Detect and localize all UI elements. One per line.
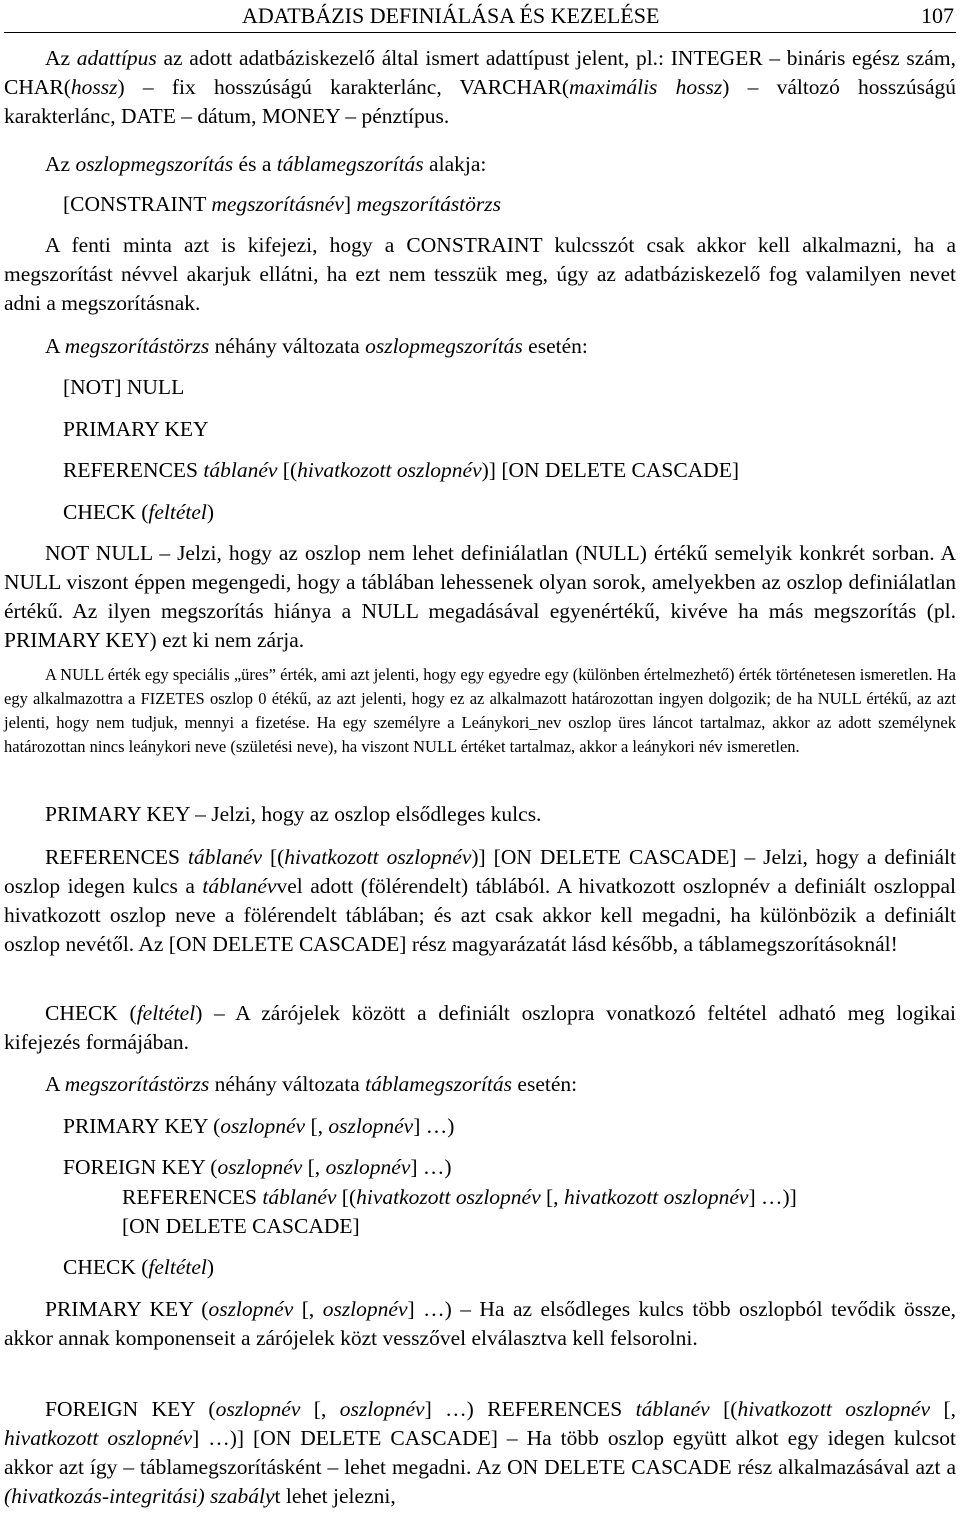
italic-run: maximális hossz	[569, 75, 723, 99]
italic-run: hossz	[70, 75, 118, 99]
text-run: ) – fix hosszúságú karakterlánc, VARCHAR(	[117, 75, 570, 99]
italic-run: hivatkozott oszlopnév	[297, 458, 482, 482]
text-run: [,	[930, 1397, 956, 1421]
text-run: ]	[343, 192, 357, 216]
syntax-table-primary-key	[63, 1112, 454, 1141]
text-run: néhány változata	[209, 334, 366, 358]
italic-run: (hivatkozás-integritási) szabály	[4, 1484, 275, 1508]
text-run: PRIMARY KEY (	[63, 1114, 221, 1138]
text-run: [,	[305, 1114, 329, 1138]
italic-run: oszlopnév	[325, 1155, 411, 1179]
text-run: PRIMARY KEY – Jelzi, hogy az oszlop elsődleges kulcs.	[45, 802, 542, 826]
syntax-not-null	[63, 373, 184, 402]
italic-run: megszorítástörzs	[64, 334, 210, 358]
text-run: esetén:	[522, 334, 588, 358]
syntax-table-foreign-key	[63, 1153, 452, 1182]
italic-run: oszlopnév	[328, 1114, 414, 1138]
text-run: ] …)	[410, 1155, 452, 1179]
text-run: A NULL érték egy speciális „üres” érték, ami azt jelenti, hogy egy egyedre egy (különben értelmezhető) érték történetesen ismeretlen. Ha egy alkalmazottra a FIZETES oszlop 0 étékű, az azt jelenti, hogy ez az alkalmazott határozottan ingyen dolgozik; de ha NULL értékű, az azt jelenti, hogy nem tudjuk, mennyi a fizetése. Ha egy személyre a Leánykori_nev oszlop üres láncot tartalmaz, akkor az adott személynek határozottan nincs leánykori neve (születési neve), ha viszont NULL értéket tartalmaz, akkor a leánykori név ismeretlen.	[4, 665, 956, 756]
text-run: ) – A zárójelek között a definiált oszlopra vonatkozó feltétel adható meg logikai kifejezés formájában.	[4, 1001, 956, 1054]
italic-run: feltétel	[136, 1001, 196, 1025]
text-run: )] [ON DELETE CASCADE]	[481, 458, 740, 482]
page-number: 107	[921, 3, 954, 28]
italic-run: táblamegszorítás	[276, 152, 424, 176]
text-run: [(	[336, 1185, 357, 1209]
text-run: vel adott (fölérendelt) táblából. A hivatkozott oszlopnév a definiált oszloppal hivatkozott oszlop neve a fölérendelt táblában; és azt csak akkor kell megadni, ha különbözik a definiált oszlop nevétől. Az [ON DELETE CASCADE] rész magyarázatát lásd később, a táblamegszorításoknál!	[4, 874, 956, 956]
syntax-constraint	[63, 190, 501, 219]
running-header	[4, 2, 956, 33]
syntax-references	[63, 456, 739, 485]
text-run: az adott adatbáziskezelő által ismert adattípust jelent, pl.: INTEGER – bináris egész szám, CHAR(	[4, 46, 956, 99]
italic-run: táblanév	[187, 845, 262, 869]
text-run: A	[45, 1072, 65, 1096]
text-run: NOT NULL – Jelzi, hogy az oszlop nem lehet definiálatlan (NULL) értékű semelyik konkrét sorban. A NULL viszont éppen megengedi, hogy a táblában lehessenek olyan sorok, amelyekben az oszlop definiálatlan értékű. Az ilyen megszorítás hiánya a NULL megadásával egyenértékű, kivéve ha más megszorítás (pl. PRIMARY KEY) ezt ki nem zárja.	[4, 541, 956, 652]
syntax-check	[63, 498, 214, 527]
paragraph-constraint-keyword	[4, 231, 956, 318]
text-run: PRIMARY KEY (	[45, 1297, 209, 1321]
italic-run: hivatkozott oszlopnév	[284, 845, 472, 869]
text-run: CHECK (	[63, 500, 149, 524]
text-run: FOREIGN KEY (	[63, 1155, 218, 1179]
italic-run: táblanév	[635, 1397, 710, 1421]
italic-run: oszlopnév	[339, 1397, 425, 1421]
paragraph-table-foreign-key	[4, 1395, 956, 1511]
text-run: Az	[45, 46, 77, 70]
text-run: )] [ON DELETE CASCADE] – Jelzi, hogy a definiált oszlop idegen kulcs a	[4, 845, 956, 898]
paragraph-check	[4, 999, 956, 1057]
paragraph-references	[4, 843, 956, 959]
text-run: [,	[293, 1297, 323, 1321]
italic-run: megszorításnév	[211, 192, 344, 216]
italic-run: hivatkozott oszlopnév	[4, 1426, 193, 1450]
text-run: A	[45, 334, 65, 358]
paragraph-column-constraint-intro	[45, 332, 588, 361]
syntax-table-check	[63, 1253, 214, 1282]
text-run: )	[206, 1255, 215, 1279]
italic-run: oszlopmegszorítás	[75, 152, 234, 176]
italic-run: feltétel	[148, 500, 207, 524]
text-run: REFERENCES	[122, 1185, 263, 1209]
text-run: t lehet jelezni,	[274, 1484, 396, 1508]
syntax-table-on-delete	[122, 1212, 360, 1241]
paragraph-table-primary-key	[4, 1295, 956, 1353]
header-title: ADATBÁZIS DEFINIÁLÁSA ÉS KEZELÉSE	[242, 3, 660, 28]
italic-run: oszlopnév	[220, 1114, 306, 1138]
italic-run: táblanév	[203, 458, 278, 482]
text-run: néhány változata	[209, 1072, 366, 1096]
italic-run: hivatkozott oszlopnév	[563, 1185, 749, 1209]
text-run: ] …)]	[748, 1185, 797, 1209]
paragraph-not-null	[4, 539, 956, 655]
text-run: [(	[709, 1397, 738, 1421]
text-run: ] …)	[413, 1114, 455, 1138]
text-run: ] …)] [ON DELETE CASCADE] – Ha több oszlop együtt alkot egy idegen kulcsot akkor azt így – táblamegszorításként – lehet megadni. Az ON DELETE CASCADE rész alkalmazásával azt a	[4, 1426, 957, 1479]
italic-run: oszlopnév	[322, 1297, 408, 1321]
text-run: A fenti minta azt is kifejezi, hogy a CONSTRAINT kulcsszót csak akkor kell alkalmazni, ha a megszorítást névvel akarjuk ellátni, ha ezt nem tesszük meg, úgy az adatbáziskezelő fog valamilyen nevet adni a megszorításnak.	[4, 233, 956, 315]
italic-run: hivatkozott oszlopnév	[737, 1397, 931, 1421]
text-run: ] …) REFERENCES	[424, 1397, 636, 1421]
italic-run: feltétel	[148, 1255, 207, 1279]
italic-run: adattípus	[76, 46, 157, 70]
syntax-table-references	[122, 1183, 797, 1212]
text-run: [(	[277, 458, 298, 482]
text-run: )	[206, 500, 215, 524]
text-run: PRIMARY KEY	[63, 417, 209, 441]
text-run: [,	[300, 1397, 340, 1421]
italic-run: megszorítástörzs	[356, 192, 502, 216]
text-run: [NOT] NULL	[63, 375, 185, 399]
italic-run: táblanév	[262, 1185, 337, 1209]
paragraph-datatype	[4, 44, 956, 131]
text-run: Az	[45, 152, 76, 176]
text-run: ] …) – Ha az elsődleges kulcs több oszlopból tevődik össze, akkor annak komponenseit a zárójelek közt vesszővel elválasztva kell felsorolni.	[4, 1297, 956, 1350]
text-run: [,	[302, 1155, 326, 1179]
syntax-primary-key	[63, 415, 209, 444]
text-run: REFERENCES	[63, 458, 204, 482]
paragraph-constraint-form-intro	[45, 150, 486, 179]
italic-run: táblanév	[202, 874, 277, 898]
text-run: [,	[540, 1185, 564, 1209]
paragraph-table-constraint-intro	[45, 1070, 577, 1099]
text-run: CHECK (	[63, 1255, 149, 1279]
text-run: [(	[262, 845, 285, 869]
paragraph-primary-key	[45, 800, 541, 829]
italic-run: táblamegszorítás	[365, 1072, 513, 1096]
text-run: REFERENCES	[45, 845, 188, 869]
note-null-value	[4, 663, 956, 759]
italic-run: oszlopnév	[217, 1155, 303, 1179]
text-run: CHECK (	[45, 1001, 137, 1025]
italic-run: oszlopmegszorítás	[365, 334, 523, 358]
italic-run: hivatkozott oszlopnév	[356, 1185, 541, 1209]
italic-run: oszlopnév	[215, 1397, 301, 1421]
text-run: [ON DELETE CASCADE]	[122, 1214, 360, 1238]
italic-run: megszorítástörzs	[64, 1072, 210, 1096]
text-run: [CONSTRAINT	[63, 192, 212, 216]
text-run: esetén:	[512, 1072, 578, 1096]
text-run: ) – változó hosszúságú karakterlánc, DATE – dátum, MONEY – pénztípus.	[4, 75, 956, 128]
text-run: és a	[233, 152, 277, 176]
text-run: FOREIGN KEY (	[45, 1397, 216, 1421]
text-run: alakja:	[423, 152, 487, 176]
italic-run: oszlopnév	[208, 1297, 294, 1321]
